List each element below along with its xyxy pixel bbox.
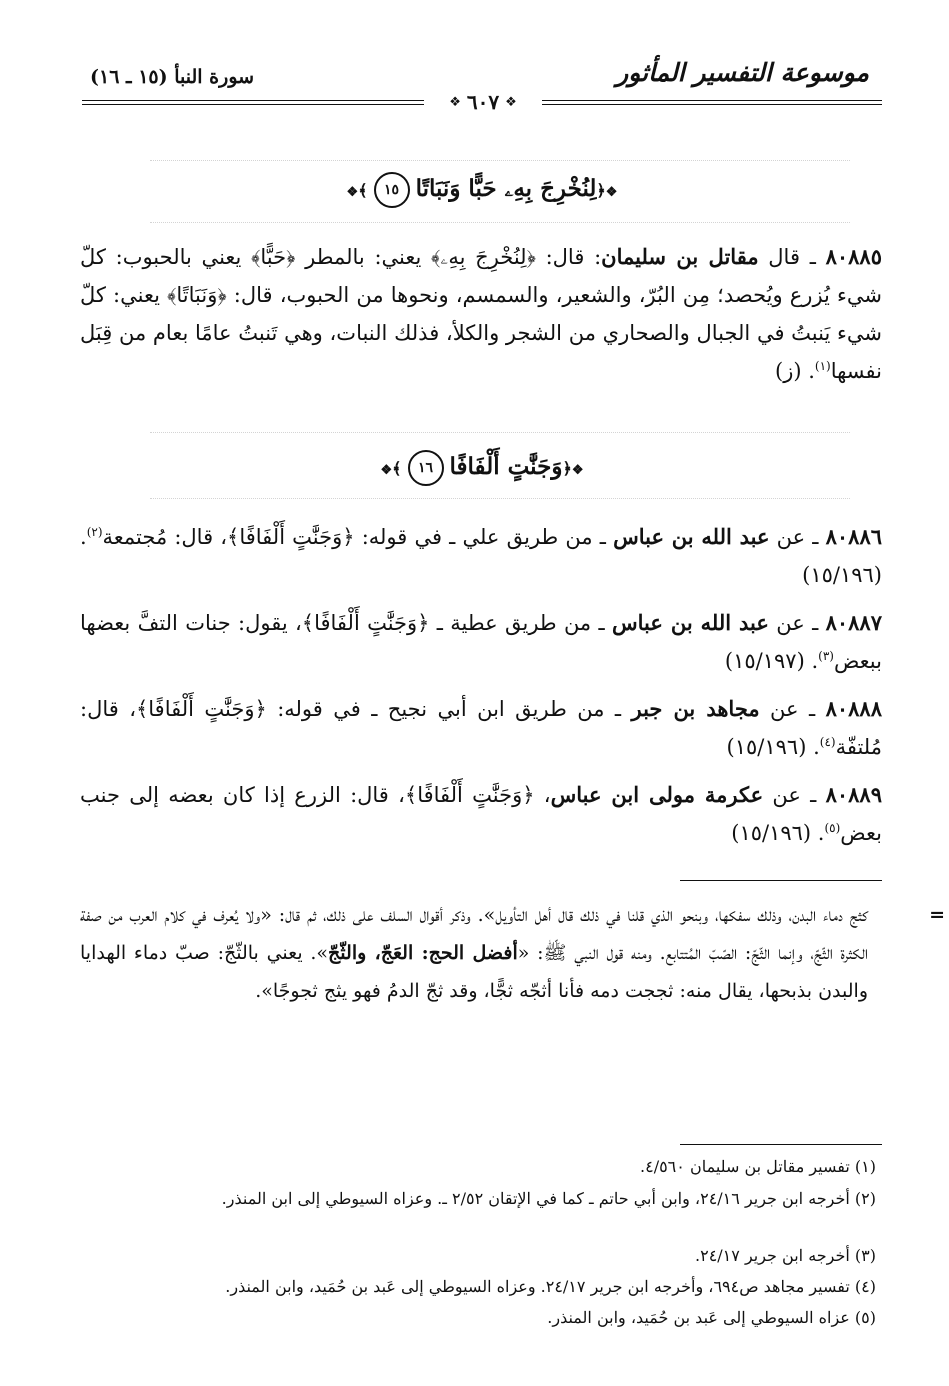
- narration-number: ٨٠٨٨٦: [825, 524, 883, 549]
- ornament-icon: ❖: [346, 185, 359, 200]
- narration-80886: [80, 518, 882, 594]
- ornament-icon: ❖: [605, 185, 618, 200]
- narrator-name: مقاتل بن سليمان: [601, 244, 759, 269]
- footnote-2: (٢) أخرجه ابن جرير ٢٤/١٦، وابن أبي حاتم ـ كما في الإتقان ٢/٥٢ ـ. وعزاه السيوطي إلى ابن المنذر.: [221, 1189, 876, 1208]
- narration-number: ٨٠٨٨٧: [825, 610, 882, 635]
- separator: ـ: [800, 245, 826, 269]
- narration-text: : قال: ﴿لِنُخْرِجَ بِهِۦ﴾ يعني: بالمطر ﴿حَبًّا﴾ يعني بالحبوب: كلّ شيء يُزرع ويُحصد؛ مِن البُرّ، والشعير، والسمسم، ونحوها من الحبوب، قال: ﴿وَنَبَاتًا﴾ يعني: كلّ شيء يَنبتُ في الجبال والصحاري من الشجر والكلأ، فذلك النبات، وهي تَنبتُ عامًا بعام من قِبَل نفسها: [80, 245, 882, 383]
- ornament-icon: ❖: [380, 463, 393, 478]
- narration-80885: [80, 238, 882, 390]
- page-number-frame: [424, 87, 542, 117]
- footnote-ref: (١): [814, 359, 831, 373]
- bleed-through-line: [150, 222, 850, 224]
- separator: ـ عن: [763, 783, 826, 807]
- narration-80889: [80, 776, 882, 852]
- sura-reference: سورة النبأ (١٥ ـ ١٦): [90, 66, 255, 88]
- hadith-quote: أفضل الحج: العَجّ، والثّجّ: [328, 942, 518, 964]
- separator: ـ عن: [769, 525, 826, 549]
- separator: ـ عن: [759, 697, 826, 721]
- narration-80887: [80, 604, 882, 680]
- verse-bracket-close: ﴾: [392, 459, 402, 478]
- footnote-continuation: [80, 896, 868, 1010]
- book-title: موسوعة التفسير المأثور: [616, 58, 869, 87]
- verse-bracket-close: ﴾: [358, 181, 368, 200]
- bleed-through-line: [150, 160, 850, 162]
- said-word: قال: [758, 245, 800, 269]
- verse-heading: [82, 450, 882, 486]
- narration-number: ٨٠٨٨٨: [825, 696, 882, 721]
- verse-text: لِنُخْرِجَ بِهِۦ حَبًّا وَنَبَاتًا: [415, 175, 597, 202]
- bleed-through-line: [150, 498, 850, 500]
- narration-80888: [80, 690, 882, 766]
- narration-number: ٨٠٨٨٥: [825, 244, 882, 269]
- narration-text: ـ من طريق عطية ـ ﴿وَجَنَّٰتٍ أَلْفَافًا﴾، يقول: جنات التفَّ بعضها ببعض: [80, 611, 882, 673]
- narration-text: ـ من طريق علي ـ في قوله: ﴿وَجَنَّٰتٍ أَلْفَافًا﴾، قال: مُجتمعة: [102, 525, 614, 549]
- footnote-3: (٣) أخرجه ابن جرير ٢٤/١٧.: [695, 1246, 876, 1265]
- verse-number-badge: ١٦: [408, 450, 444, 486]
- ornament-icon: ❖: [449, 94, 461, 110]
- narrator-name: مجاهد بن جبر: [631, 696, 760, 721]
- footnote-4: (٤) تفسير مجاهد ص٦٩٤، وأخرجه ابن جرير ٢٤/١٧. وعزاه السيوطي إلى عَبد بن حُمَيد، وابن المنذر.: [225, 1277, 876, 1296]
- ornament-icon: ❖: [505, 94, 517, 110]
- continuation-text: كثج دماء البدن، وذلك سفكها، وبنحو الذي قلنا في ذلك قال أهل التأويل». وذكر أقوال السلف على ذلك، ثم قال: «ولا يُعرف في كلام العرب من صفة الكثرة الثّجّ، وإنما الثّجّ: الصّبّ المُتتابع. ومنه قول النبي ﷺ: «: [80, 904, 868, 964]
- footnote-1: (١) تفسير مقاتل بن سليمان ٤/٥٦٠.: [640, 1157, 876, 1176]
- narration-tail: . (ز): [775, 359, 815, 383]
- footnote-separator: [680, 880, 882, 881]
- narration-tail: . (١٥/١٩٧): [724, 649, 819, 673]
- continuation-mark: =: [929, 904, 945, 926]
- footnote-ref: (٣): [818, 649, 834, 663]
- verse-bracket-open: ﴿: [596, 181, 606, 200]
- separator: ـ عن: [768, 611, 826, 635]
- narration-text: ـ من طريق ابن أبي نجيح ـ في قوله: ﴿وَجَنَّٰتٍ أَلْفَافًا﴾، قال: مُلتفّة: [80, 697, 882, 759]
- continuation-text: ». يعني بالثّجّ: صبّ دماء الهدايا والبدن بذبحها، يقال منه: ثججت دمه فأنا أثجّه ثجًّا، وقد ثجّ الدمُ فهو يثج ثجوجًا».: [80, 942, 868, 1002]
- narration-tail: . (١٥/١٩٦): [80, 525, 882, 587]
- narration-tail: . (١٥/١٩٦): [731, 821, 825, 845]
- verse-heading: [82, 172, 882, 208]
- footnote-ref: (٢): [86, 525, 103, 539]
- bleed-through-line: [150, 432, 850, 434]
- narration-tail: . (١٥/١٩٦): [726, 735, 820, 759]
- footnote-ref: (٥): [824, 821, 841, 835]
- narrator-name: عبد الله بن عباس: [613, 524, 770, 549]
- verse-bracket-open: ﴿: [562, 459, 572, 478]
- verse-text: وَجَنَّٰتٍ أَلْفَافًا: [449, 453, 563, 480]
- verse-number-badge: ١٥: [374, 172, 410, 208]
- footnote-5: (٥) عزاه السيوطي إلى عَبد بن حُمَيد، وابن المنذر.: [547, 1308, 876, 1327]
- narrator-name: عكرمة مولى ابن عباس: [550, 782, 764, 807]
- narration-number: ٨٠٨٨٩: [825, 782, 882, 807]
- footnote-ref: (٤): [819, 735, 836, 749]
- page-number: ٦٠٧: [466, 90, 500, 114]
- footnote-separator: [680, 1144, 882, 1145]
- narrator-name: عبد الله بن عباس: [611, 610, 769, 635]
- narration-text: ، ﴿وَجَنَّٰتٍ أَلْفَافًا﴾، قال: الزرع إذا كان بعضه إلى جنب بعض: [80, 783, 882, 845]
- ornament-icon: ❖: [571, 463, 584, 478]
